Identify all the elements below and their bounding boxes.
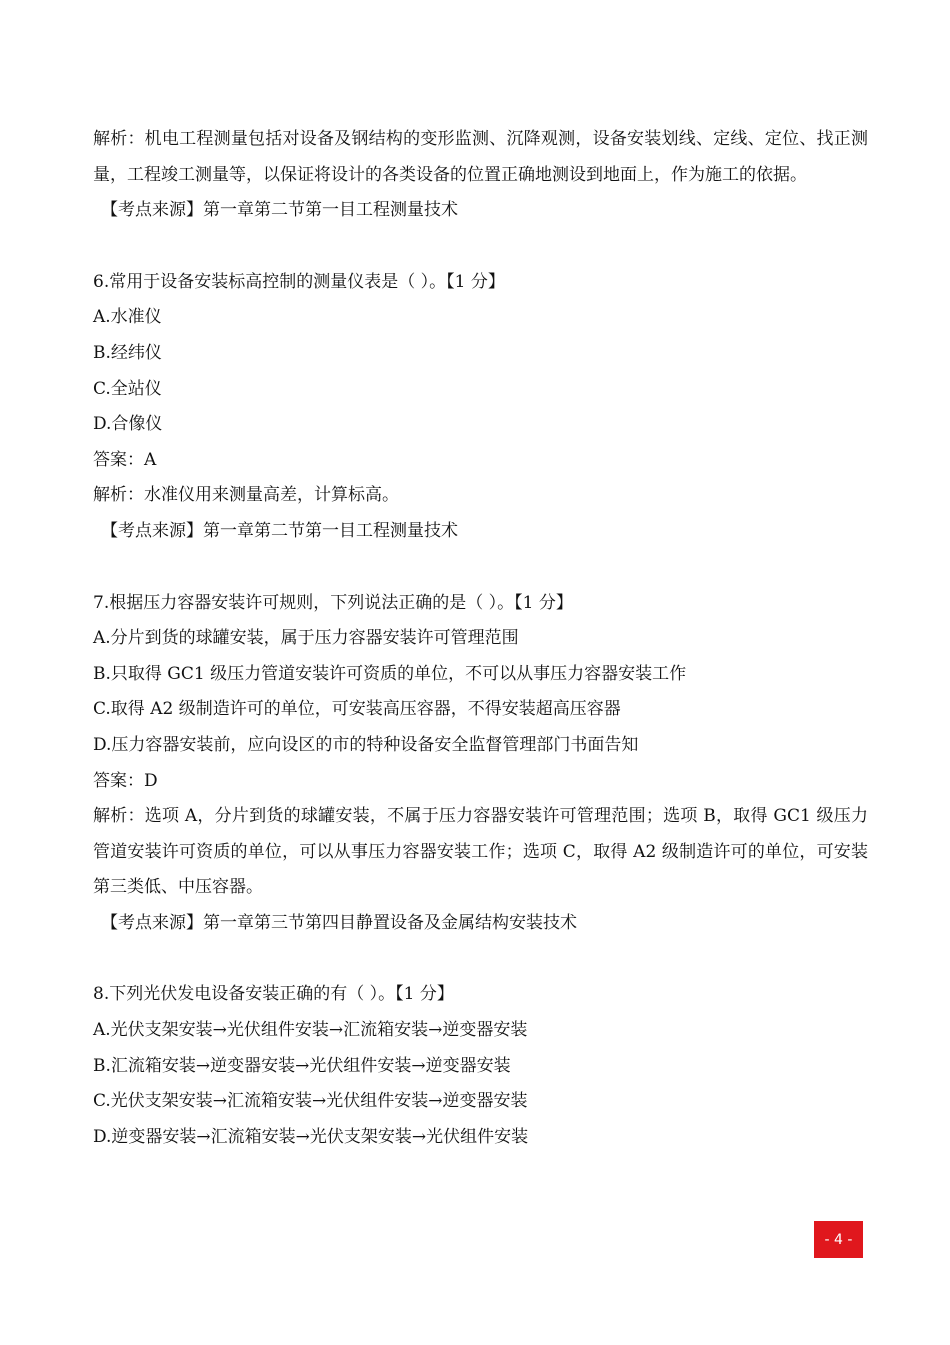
option-a: A.分片到货的球罐安装，属于压力容器安装许可管理范围 xyxy=(93,628,519,649)
option-c: C.取得 A2 级制造许可的单位，可安装高压容器，不得安装超高压容器 xyxy=(93,699,621,720)
source-text: 【考点来源】第一章第三节第四目静置设备及金属结构安装技术 xyxy=(101,912,577,933)
analysis-text: 解析：机电工程测量包括对设备及钢结构的变形监测、沉降观测，设备安装划线、定线、定位、找正测量，工程竣工测量等，以保证将设计的各类设备的位置正确地测设到地面上，作为施工的依据。 xyxy=(93,129,868,185)
option-a: A.水准仪 xyxy=(93,307,162,328)
question-text: 8.下列光伏发电设备安装正确的有（ ）。【1 分】 xyxy=(93,984,454,1005)
question-8 xyxy=(93,977,868,1155)
answer-text: 答案：D xyxy=(93,770,158,791)
spacer xyxy=(93,941,868,977)
spacer xyxy=(93,229,868,265)
option-d: D.逆变器安装→汇流箱安装→光伏支架安装→光伏组件安装 xyxy=(93,1126,529,1147)
question-text: 7.根据压力容器安装许可规则，下列说法正确的是（ ）。【1 分】 xyxy=(93,592,573,613)
spacer xyxy=(93,550,868,586)
page-number-badge: - 4 - xyxy=(814,1221,863,1258)
option-c: C.光伏支架安装→汇流箱安装→光伏组件安装→逆变器安装 xyxy=(93,1091,528,1112)
option-c: C.全站仪 xyxy=(93,378,162,399)
source-text: 【考点来源】第一章第二节第一目工程测量技术 xyxy=(101,200,458,221)
question-7 xyxy=(93,586,868,942)
option-d: D.压力容器安装前，应向设区的市的特种设备安全监督管理部门书面告知 xyxy=(93,734,639,755)
source-text: 【考点来源】第一章第二节第一目工程测量技术 xyxy=(101,520,458,541)
analysis-text: 解析：选项 A，分片到货的球罐安装，不属于压力容器安装许可管理范围；选项 B，取得 GC1 级压力管道安装许可资质的单位，可以从事压力容器安装工作；选项 C，取得 A2 级制造许可的单位，可安装第三类低、中压容器。 xyxy=(93,806,868,898)
option-b: B.经纬仪 xyxy=(93,342,162,363)
question-6 xyxy=(93,265,868,550)
question-text: 6.常用于设备安装标高控制的测量仪表是（ ）。【1 分】 xyxy=(93,271,505,292)
option-a: A.光伏支架安装→光伏组件安装→汇流箱安装→逆变器安装 xyxy=(93,1020,528,1041)
option-b: B.只取得 GC1 级压力管道安装许可资质的单位，不可以从事压力容器安装工作 xyxy=(93,663,687,684)
document-body xyxy=(93,122,868,1155)
answer-text: 答案：A xyxy=(93,449,157,470)
analysis-text: 解析：水准仪用来测量高差，计算标高。 xyxy=(93,485,399,506)
option-b: B.汇流箱安装→逆变器安装→光伏组件安装→逆变器安装 xyxy=(93,1055,511,1076)
option-d: D.合像仪 xyxy=(93,414,163,435)
